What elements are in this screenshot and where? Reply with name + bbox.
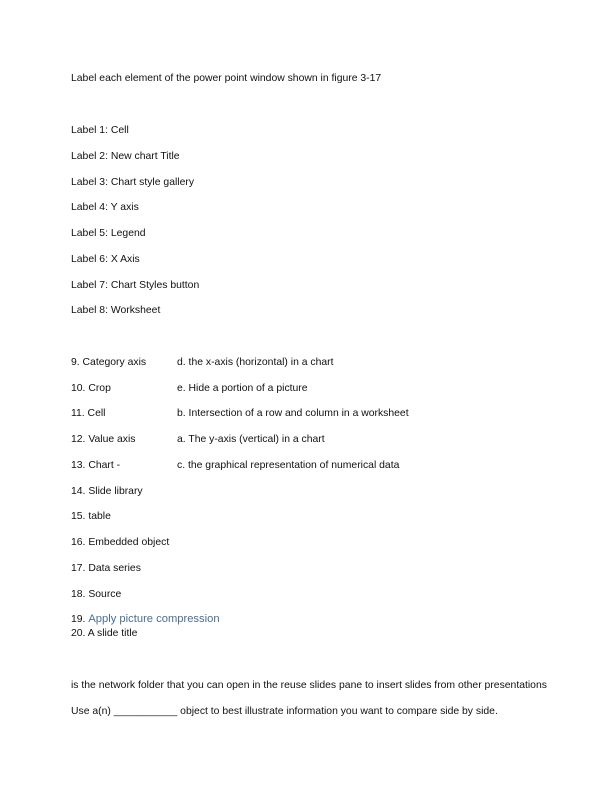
matching-definition: c. the graphical representation of numerical data bbox=[177, 460, 400, 471]
label-4: Label 4: Y axis bbox=[71, 202, 139, 213]
numbered-item: 17. Data series bbox=[71, 563, 141, 574]
label-3: Label 3: Chart style gallery bbox=[71, 177, 195, 188]
label-6: Label 6: X Axis bbox=[71, 254, 140, 265]
label-8: Label 8: Worksheet bbox=[71, 305, 161, 316]
matching-term: 12. Value axis bbox=[71, 434, 136, 445]
item-20: 20. A slide title bbox=[71, 628, 138, 639]
numbered-item: 15. table bbox=[71, 511, 111, 522]
label-1: Label 1: Cell bbox=[71, 125, 129, 136]
matching-definition: d. the x-axis (horizontal) in a chart bbox=[177, 357, 334, 368]
matching-definition: b. Intersection of a row and column in a worksheet bbox=[177, 408, 409, 419]
label-5: Label 5: Legend bbox=[71, 228, 146, 239]
sentence-2: Use a(n) ___________ object to best illustrate information you want to compare side by side. bbox=[71, 706, 498, 717]
matching-term: 10. Crop bbox=[71, 383, 111, 394]
numbered-item: 16. Embedded object bbox=[71, 537, 170, 548]
matching-definition: e. Hide a portion of a picture bbox=[177, 383, 308, 394]
numbered-item: 14. Slide library bbox=[71, 486, 143, 497]
item-19-text: Apply picture compression bbox=[88, 613, 220, 625]
label-2: Label 2: New chart Title bbox=[71, 151, 180, 162]
matching-term: 9. Category axis bbox=[71, 357, 147, 368]
matching-definition: a. The y-axis (vertical) in a chart bbox=[177, 434, 325, 445]
sentence-1: is the network folder that you can open in the reuse slides pane to insert slides from other presentations bbox=[71, 680, 547, 691]
intro-text: Label each element of the power point window shown in figure 3-17 bbox=[71, 73, 382, 84]
matching-term: 13. Chart - bbox=[71, 460, 121, 471]
label-7: Label 7: Chart Styles button bbox=[71, 280, 200, 291]
item-19-number: 19. bbox=[71, 614, 89, 625]
item-19 bbox=[71, 612, 220, 627]
matching-term: 11. Cell bbox=[71, 408, 106, 419]
numbered-item: 18. Source bbox=[71, 589, 122, 600]
